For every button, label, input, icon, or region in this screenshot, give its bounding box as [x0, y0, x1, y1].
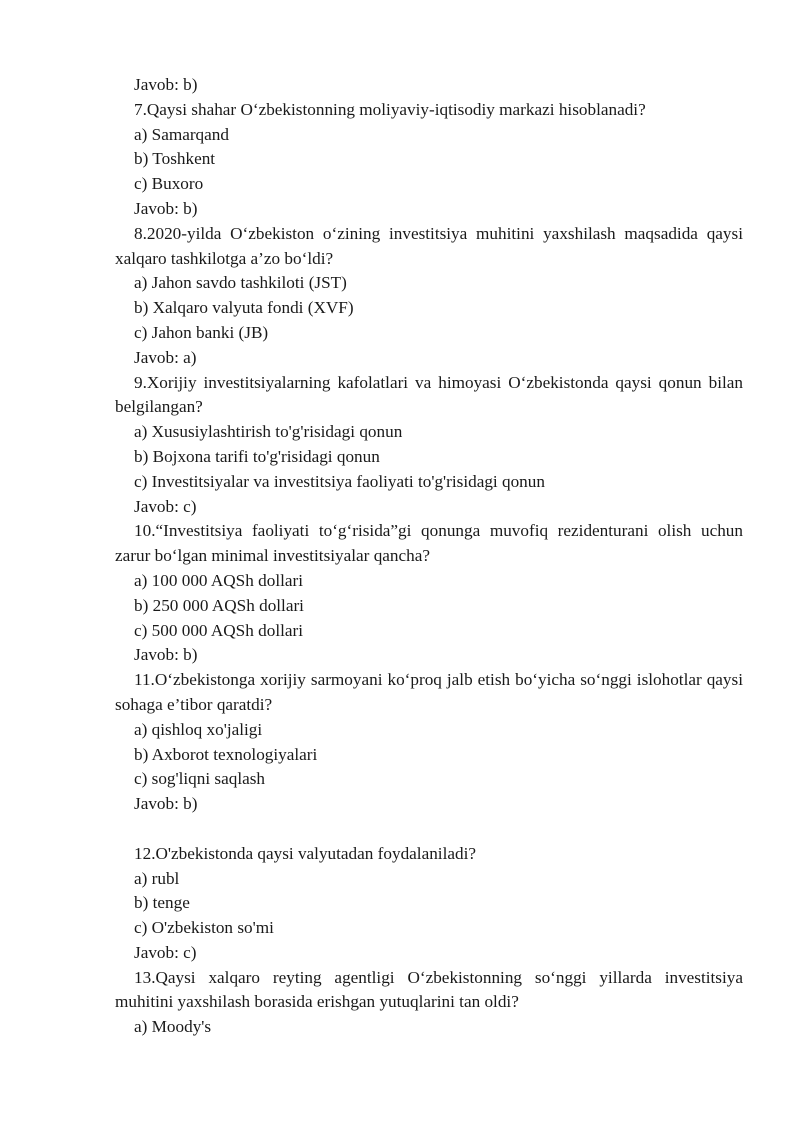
- previous-answer: Javob: b): [134, 75, 198, 94]
- q8-option-a: a) Jahon savdo tashkiloti (JST): [134, 273, 347, 293]
- q9-answer: Javob: c): [134, 496, 197, 516]
- q12-option-b: b) tenge: [134, 893, 190, 913]
- q10-option-a: a) 100 000 AQSh dollari: [134, 570, 303, 590]
- q11-option-b: b) Axborot texnologiyalari: [134, 744, 318, 764]
- question-10: 10.“Investitsiya faoliyati to‘g‘risida”gi qonunga muvofiq rezidenturani olish uchun zarur bo‘lgan minimal investitsiyalar qancha?: [115, 521, 743, 566]
- q7-answer: Javob: b): [134, 198, 198, 218]
- q9-option-c: c) Investitsiyalar va investitsiya faoliyati to'g'risidagi qonun: [134, 471, 545, 491]
- q11-option-a: a) qishloq xo'jaligi: [134, 719, 263, 739]
- q7-option-c: c) Buxoro: [134, 174, 204, 194]
- q9-option-a: a) Xususiylashtirish to'g'risidagi qonun: [134, 422, 403, 442]
- q13-option-a: a) Moody's: [134, 1017, 212, 1037]
- question-8: 8.2020-yilda O‘zbekiston o‘zining investitsiya muhitini yaxshilash maqsadida qaysi xalqaro tashkilotga a’zo bo‘ldi?: [115, 223, 743, 268]
- question-7: 7.Qaysi shahar O‘zbekistonning moliyaviy-iqtisodiy markazi hisoblanadi?: [134, 99, 646, 119]
- question-13: 13.Qaysi xalqaro reyting agentligi O‘zbekistonning so‘nggi yillarda investitsiya muhitini yaxshilash borasida erishgan yutuqlarini tan oldi?: [115, 967, 743, 1012]
- q7-option-a: a) Samarqand: [134, 124, 229, 144]
- q11-option-c: c) sog'liqni saqlash: [134, 769, 266, 789]
- q10-option-c: c) 500 000 AQSh dollari: [134, 620, 303, 640]
- q8-option-b: b) Xalqaro valyuta fondi (XVF): [134, 298, 354, 318]
- q10-answer: Javob: b): [134, 645, 198, 665]
- q8-answer: Javob: a): [134, 347, 197, 367]
- blank-line: [115, 817, 743, 842]
- q8-option-c: c) Jahon banki (JB): [134, 322, 269, 342]
- question-12: 12.O'zbekistonda qaysi valyutadan foydalaniladi?: [134, 843, 476, 863]
- q7-option-b: b) Toshkent: [134, 149, 216, 169]
- question-9: 9.Xorijiy investitsiyalarning kafolatlari va himoyasi O‘zbekistonda qaysi qonun bilan belgilangan?: [115, 372, 743, 417]
- q9-option-b: b) Bojxona tarifi to'g'risidagi qonun: [134, 446, 380, 466]
- question-11: 11.O‘zbekistonga xorijiy sarmoyani ko‘proq jalb etish bo‘yicha so‘nggi islohotlar qaysi sohaga e’tibor qaratdi?: [115, 670, 743, 714]
- q12-option-c: c) O'zbekiston so'mi: [134, 918, 274, 938]
- document-page: [115, 73, 743, 1040]
- q11-answer: Javob: b): [134, 794, 198, 814]
- q10-option-b: b) 250 000 AQSh dollari: [134, 595, 304, 615]
- q12-option-a: a) rubl: [134, 868, 180, 888]
- q12-answer: Javob: c): [134, 942, 197, 962]
